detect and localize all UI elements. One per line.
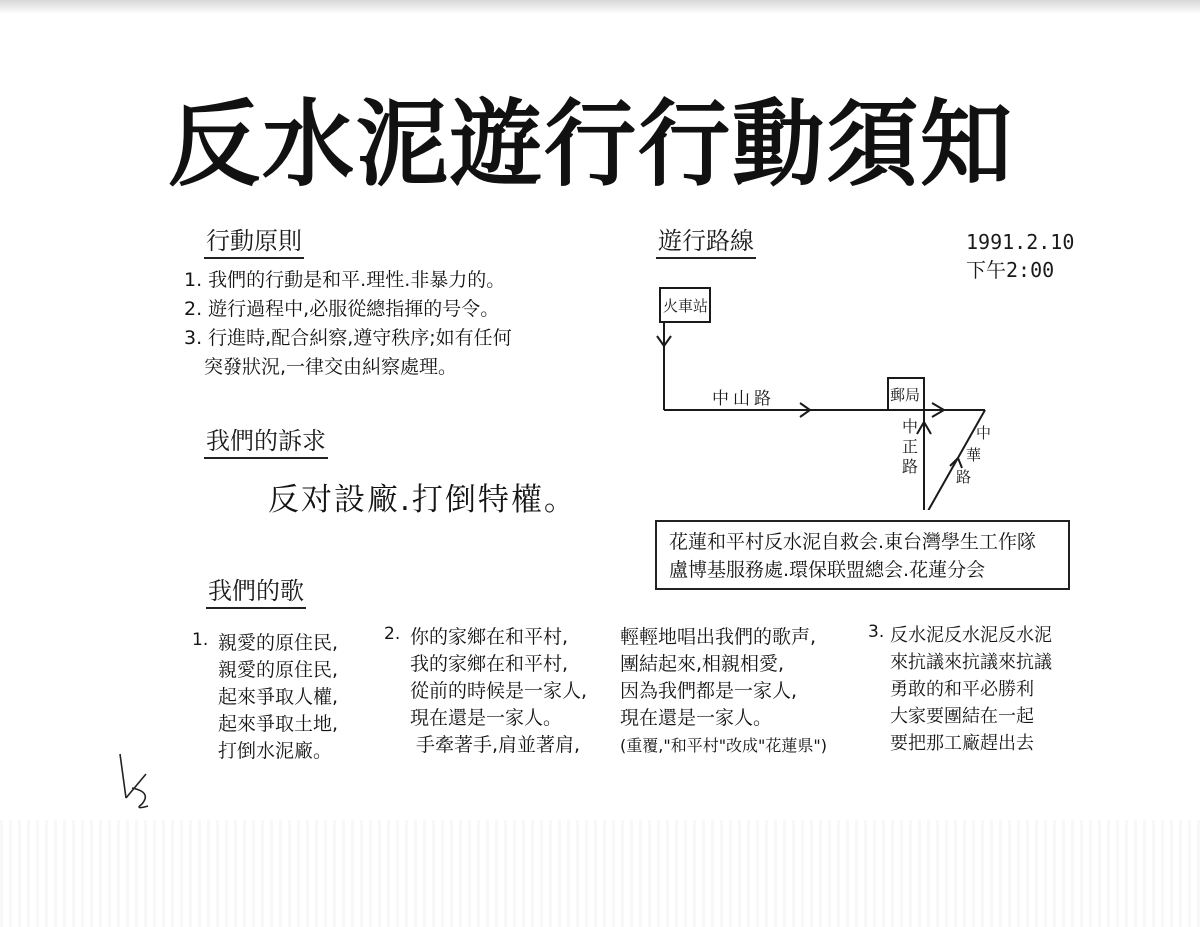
lyric-line: 打倒水泥廠。	[218, 740, 333, 762]
lyric-line: 起來爭取人權,	[218, 686, 339, 708]
verse-number: 2.	[384, 624, 401, 644]
lyric-line: 因為我們都是一家人,	[620, 680, 798, 702]
song-verse-2	[410, 624, 587, 759]
principle-item: 3. 行進時,配合糾察,遵守秩序;如有任何	[184, 327, 512, 349]
principle-item: 1. 我們的行動是和平.理性.非暴力的。	[184, 269, 506, 291]
page-title: 反水泥遊行行動須知	[168, 89, 1015, 200]
songs-heading: 我們的歌	[206, 576, 306, 609]
organizer-line: 盧博基服務處.環保联盟總会.花蓮分会	[669, 559, 986, 581]
date-line: 1991.2.10	[966, 230, 1075, 254]
lyric-line: 我的家鄉在和平村,	[410, 653, 569, 675]
post-office-label: 郵局	[890, 386, 921, 404]
organizers-box	[655, 520, 1070, 590]
lyric-line: 反水泥反水泥反水泥	[890, 625, 1052, 646]
lyric-line: 團結起來,相親相愛,	[620, 653, 785, 675]
lyric-line: 大家要團結在一起	[890, 706, 1034, 727]
demand-text: 反对設廠.打倒特權。	[268, 482, 577, 518]
route-heading: 遊行路線	[656, 226, 756, 259]
lyric-line: 來抗議來抗議來抗議	[890, 652, 1052, 673]
song-verse-3	[890, 622, 1052, 757]
route-map	[640, 270, 1010, 510]
time-line: 下午2:00	[966, 258, 1055, 282]
road-label-zhonghua: 路	[956, 468, 972, 486]
principle-item: 突發狀況,一律交由糾察處理。	[204, 356, 458, 378]
road-label-zhongzheng: 正	[902, 437, 919, 456]
road-label-zhongzheng: 中	[902, 417, 919, 436]
song-verse-2-continued	[620, 624, 827, 759]
verse-number: 3.	[868, 622, 885, 642]
principles-heading: 行動原則	[204, 226, 304, 259]
road-label-zhongzheng: 路	[902, 457, 919, 476]
handwritten-mark	[112, 752, 162, 812]
lyric-line: 現在還是一家人。	[410, 707, 563, 729]
lyric-line: (重覆,"和平村"改成"花蓮県")	[620, 736, 828, 755]
scan-edge-bottom	[0, 820, 1200, 927]
verse-number: 1.	[192, 630, 209, 650]
principle-item: 2. 遊行過程中,必服從總指揮的号令。	[184, 298, 500, 320]
lyric-line: 你的家鄉在和平村,	[410, 626, 569, 648]
lyric-line: 從前的時候是一家人,	[410, 680, 588, 702]
lyric-line: 親愛的原住民,	[218, 632, 339, 654]
organizer-line: 花蓮和平村反水泥自救会.東台灣學生工作隊	[669, 531, 1037, 553]
lyric-line: 親愛的原住民,	[218, 659, 339, 681]
road-label-zhongshan: 中山路	[712, 389, 775, 409]
station-label: 火車站	[663, 297, 709, 315]
lyric-line: 要把那工廠趕出去	[890, 733, 1034, 754]
demand-heading: 我們的訴求	[204, 426, 328, 459]
lyric-line: 起來爭取土地,	[218, 713, 339, 735]
road-label-zhonghua: 中	[976, 424, 992, 442]
scan-edge-top	[0, 0, 1200, 14]
lyric-line: 輕輕地唱出我們的歌声,	[620, 626, 817, 648]
lyric-line: 手牽著手,肩並著肩,	[416, 734, 581, 756]
principles-list	[184, 266, 512, 382]
lyric-line: 現在還是一家人。	[620, 707, 773, 729]
song-verse-1	[218, 630, 338, 765]
road-label-zhonghua: 華	[966, 446, 982, 464]
lyric-line: 勇敢的和平必勝利	[890, 679, 1034, 700]
